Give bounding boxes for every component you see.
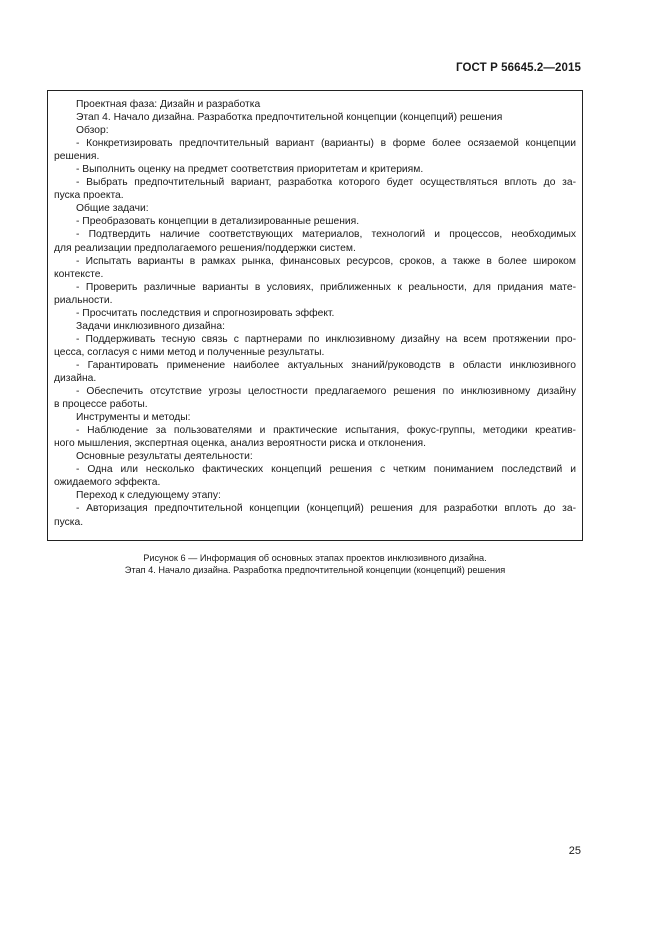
box-text-line: - Просчитать последствия и спрогнозировать эффект. [76, 307, 335, 319]
box-text-line: риальности. [54, 294, 113, 306]
box-text-line: Задачи инклюзивного дизайна: [76, 320, 225, 332]
box-text-line: - Обеспечить отсутствие угрозы целостности предлагаемого решения по инклюзивному дизайну [76, 386, 576, 398]
box-text-line: Обзор: [76, 125, 109, 137]
box-text-line: - Преобразовать концепции в детализированные решения. [76, 216, 360, 228]
box-text-line: Проектная фаза: Дизайн и разработка [76, 99, 261, 110]
box-text-line: - Одна или несколько фактических концепций решения с четким пониманием последствий и [76, 464, 576, 476]
figure-caption-title: Рисунок 6 — Информация об основных этапах проектов инклюзивного дизайна. [143, 553, 487, 563]
box-text-line: - Проверить различные варианты в условиях, приближенных к реальности, для придания мате- [76, 281, 576, 293]
box-text-line: дизайна. [54, 372, 97, 384]
box-text-line: - Выбрать предпочтительный вариант, разработка которого будет осуществляться вплоть до за- [76, 177, 576, 189]
box-text-line: пуска. [54, 516, 84, 528]
box-text-line: - Авторизация предпочтительной концепции (концепций) решения для разработки вплоть до за- [76, 503, 576, 515]
box-text-line: цесса, согласуя с ними метод и полученные результаты. [54, 346, 325, 358]
box-text-line: Общие задачи: [76, 203, 149, 215]
box-text-line: Основные результаты деятельности: [76, 451, 253, 463]
box-text-line: контексте. [54, 268, 104, 280]
stage-info-box [47, 90, 583, 541]
box-text-line: - Подтвердить наличие соответствующих материалов, технологий и процессов, необходимых [76, 229, 576, 241]
box-text-line: - Наблюдение за пользователями и практические испытания, фокус-группы, методики креатив- [76, 425, 576, 437]
box-text-line: для реализации предполагаемого решения/поддержки систем. [54, 242, 356, 254]
box-text-line: решения. [54, 151, 100, 163]
box-text-line: - Выполнить оценку на предмет соответствия приоритетам и критериям. [76, 164, 424, 176]
document-standard-header: ГОСТ Р 56645.2—2015 [456, 62, 581, 74]
box-text-line: Инструменты и методы: [76, 412, 191, 424]
box-text-line: - Испытать варианты в рамках рынка, финансовых ресурсов, сроков, а также в более широком [76, 255, 576, 267]
box-text-line: - Поддерживать тесную связь с партнерами по инклюзивному дизайну на всем протяжении про- [76, 333, 576, 345]
box-text-line: ожидаемого эффекта. [54, 477, 161, 489]
box-text-line: ного мышления, экспертная оценка, анализ вероятности риска и отклонения. [54, 438, 426, 450]
box-text-line: - Конкретизировать предпочтительный вариант (варианты) в форме более осязаемой концепции [76, 138, 576, 150]
box-text-line: - Гарантировать применение наиболее актуальных знаний/руководств в области инклюзивного [76, 359, 576, 371]
page-number: 25 [568, 845, 581, 857]
figure-caption-subtitle: Этап 4. Начало дизайна. Разработка предпочтительной концепции (концепций) решения [124, 565, 506, 575]
box-text-line: Переход к следующему этапу: [76, 490, 221, 502]
box-text-line: в процессе работы. [54, 399, 148, 411]
box-text-line: пуска проекта. [54, 190, 124, 202]
box-text-line: Этап 4. Начало дизайна. Разработка предпочтительной концепции (концепций) решения [76, 112, 503, 124]
